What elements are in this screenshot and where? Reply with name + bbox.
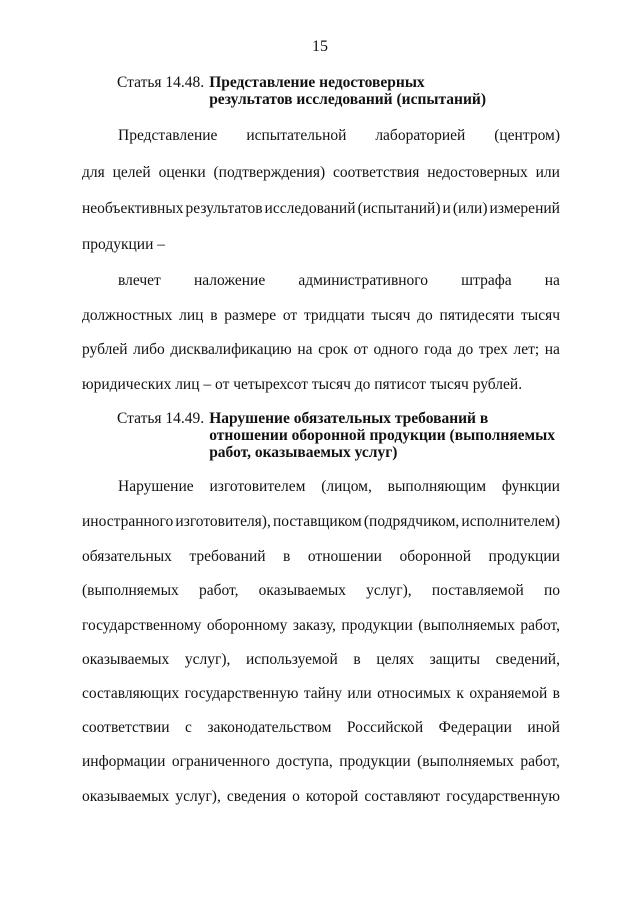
word: оказываемых [82,651,170,668]
article-title-line: отношении оборонной продукции (выполняемых [209,427,555,444]
article-title [209,74,486,108]
word: сведений, [495,651,560,668]
word: лабораторией [375,127,466,144]
word: работ, [520,617,560,634]
word: на [544,341,560,358]
word: от [353,341,368,358]
word: до [457,341,474,358]
word: о [292,788,300,805]
text-line: юридических лиц – от четырехсот тысяч до пятисот тысяч рублей. [82,376,523,393]
word: заказу, [292,617,336,634]
article-number: Статья 14.48. [117,74,205,91]
word: по [543,582,560,599]
word: продукции [488,548,560,565]
word: оказываемых [82,788,170,805]
word: необъективных [82,200,184,217]
text-line [82,752,560,772]
word: лет; [513,341,540,358]
text-line [82,163,560,183]
word: продукции [341,617,413,634]
word: которой [305,788,359,805]
word: с [185,719,192,736]
word: оборонному [206,617,288,634]
word: трех [478,341,508,358]
word: влечет [118,272,161,289]
text-line [82,581,560,601]
word: (центром) [494,127,560,144]
article-title [209,410,555,461]
word: в [353,651,361,668]
word: в [210,307,218,324]
word: срок [318,341,348,358]
word: дисквалификацию [170,341,292,358]
text-line [118,477,560,497]
word: для [82,164,105,181]
word: работ, [520,753,560,770]
word: на [544,272,560,289]
word: (подрядчиком, [363,513,460,530]
word: тысяч [521,307,560,324]
article-title-line: Представление недостоверных [209,74,425,91]
word: недостоверных [427,164,528,181]
text-line [82,547,560,567]
word: или [535,164,560,181]
word: соответствии [82,719,170,736]
word: административного [298,272,429,289]
word: наложение [193,272,266,289]
word: соответствия [332,164,420,181]
article-heading [117,74,486,108]
word: относимых [377,685,452,702]
word: на [297,341,313,358]
word: тайну [303,685,343,702]
text-line [82,787,560,807]
article-heading [117,410,555,461]
word: Российской [346,719,424,736]
word: результатов [185,200,263,217]
word: государственную [446,788,560,805]
word: выполняющим [387,478,487,495]
word: охраняемой [469,685,548,702]
word: ограниченного [171,753,270,770]
word: оценки [158,164,206,181]
word: целях [376,651,415,668]
word: услуг), [366,582,412,599]
word: измерений [489,200,560,217]
word: (подтверждения) [213,164,326,181]
word: в [283,548,291,565]
word: исполнителем) [461,513,560,530]
word: рублей [82,341,128,358]
word: до [417,307,433,324]
word: оборонной [399,548,472,565]
article-title-line: результатов исследований (испытаний) [209,91,486,108]
word: тридцати [303,307,365,324]
word: года [423,341,453,358]
article-title-line: работ, оказываемых услуг) [209,444,398,461]
word: обязательных [82,548,172,565]
text-line [82,199,560,219]
word: составляют [364,788,441,805]
word: размере [224,307,277,324]
word: иной [527,719,560,736]
word: иностранного [82,513,174,530]
word: или [347,685,372,702]
word: защиты [429,651,481,668]
word: (выполняемых [417,753,514,770]
page-number: 15 [312,38,328,55]
word: функции [501,478,560,495]
article-title-line: Нарушение обязательных требований в [209,410,489,427]
word: от [282,307,298,324]
text-line [82,718,560,738]
word: одного [373,341,419,358]
word: оказываемых [258,582,346,599]
word: изготовителем [209,478,306,495]
word: целей [112,164,151,181]
text-line [118,126,560,146]
text-line [82,306,560,326]
word: лиц [179,307,204,324]
word: (лицом, [321,478,372,495]
word: составляющих [82,685,180,702]
word: отношении [307,548,382,565]
text-line [82,650,560,670]
word: услуг), [184,651,231,668]
word: продукции [339,753,411,770]
word: используемой [245,651,338,668]
word: государственному [82,617,202,634]
text-line [82,512,560,532]
text-line [118,271,560,291]
word: Нарушение [118,478,194,495]
word: (выполняемых [82,582,179,599]
word: испытательной [246,127,347,144]
word: требований [189,548,266,565]
word: должностных [82,307,173,324]
word: поставляемой [431,582,524,599]
text-line [82,616,560,636]
word: к [456,685,464,702]
word: доступа, [276,753,333,770]
word: (или) [452,200,488,217]
word: поставщиком [273,513,362,530]
word: либо [133,341,165,358]
text-line: продукции – [82,236,166,253]
word: пятидесяти [439,307,515,324]
word: государственную [184,685,299,702]
word: информации [82,753,166,770]
word: тысяч [371,307,411,324]
word: исследований [264,200,356,217]
article-number: Статья 14.49. [117,410,205,427]
text-line [82,340,560,360]
word: изготовителя), [175,513,271,530]
word: в [552,685,560,702]
word: и [442,200,451,217]
text-line [82,684,560,704]
word: Представление [118,127,218,144]
word: сведения [226,788,287,805]
word: законодательством [207,719,332,736]
word: услуг), [175,788,221,805]
word: Федерации [438,719,512,736]
word: (выполняемых [418,617,515,634]
word: штрафа [461,272,512,289]
word: (испытаний) [357,200,441,217]
word: работ, [198,582,239,599]
